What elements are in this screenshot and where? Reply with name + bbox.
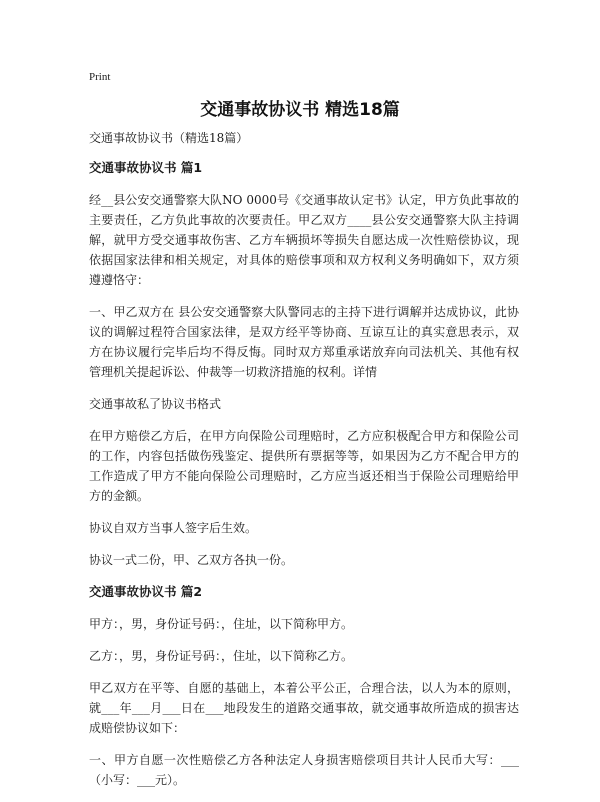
paragraph: 在甲方赔偿乙方后，在甲方向保险公司理赔时，乙方应积极配合甲方和保险公司的工作，内容包括做伤残鉴定、提供所有票据等等，如果因为乙方不配合甲方的工作造成了甲方不能向保险公司理赔时，乙方应当返还相当于保险公司理赔给甲方的金额。 [89,429,519,503]
paragraph: 协议自双方当事人签字后生效。 [89,521,258,535]
paragraph: 一、甲方自愿一次性赔偿乙方各种法定人身损害赔偿项目共计人民币大写：___（小写：___元）。 [89,753,519,787]
print-link[interactable]: Print [89,71,111,83]
paragraph: 协议一式二份，甲、乙双方各执一份。 [89,553,294,567]
document-subtitle: 交通事故协议书（精选18篇） [89,131,249,145]
document-body [89,128,519,802]
section-heading-1: 交通事故协议书 篇1 [89,160,203,175]
paragraph: 交通事故私了协议书格式 [89,397,222,411]
paragraph: 甲方：，男，身份证号码：，住址，以下简称甲方。 [89,617,354,631]
section-heading-2: 交通事故协议书 篇2 [89,584,203,599]
paragraph: 甲乙双方在平等、自愿的基础上，本着公平公正，合理合法，以人为本的原则，就___年___月___日在___地段发生的道路交通事故，就交通事故所造成的损害达成赔偿协议如下： [89,681,519,735]
paragraph: 一、甲乙双方在 县公安交通警察大队警同志的主持下进行调解并达成协议，此协议的调解过程符合国家法律，是双方经平等协商、互谅互让的真实意思表示，双方在协议履行完毕后均不得反悔。同时双方郑重承诺放弃向司法机关、其他有权管理机关提起诉讼、仲裁等一切救济措施的权利。详情 [89,305,519,379]
paragraph: 经__县公安交通警察大队NO 0000号《交通事故认定书》认定，甲方负此事故的主要责任，乙方负此事故的次要责任。甲乙双方____县公安交通警察大队主持调解，就甲方受交通事故伤害、乙方车辆损坏等损失自愿达成一次性赔偿协议，现依据国家法律和相关规定，对具体的赔偿事项和双方权利义务明确如下，双方须遵遵恪守： [89,193,519,287]
page-title: 交通事故协议书 精选18篇 [200,100,400,120]
paragraph: 乙方：，男，身份证号码：，住址，以下简称乙方。 [89,649,354,663]
